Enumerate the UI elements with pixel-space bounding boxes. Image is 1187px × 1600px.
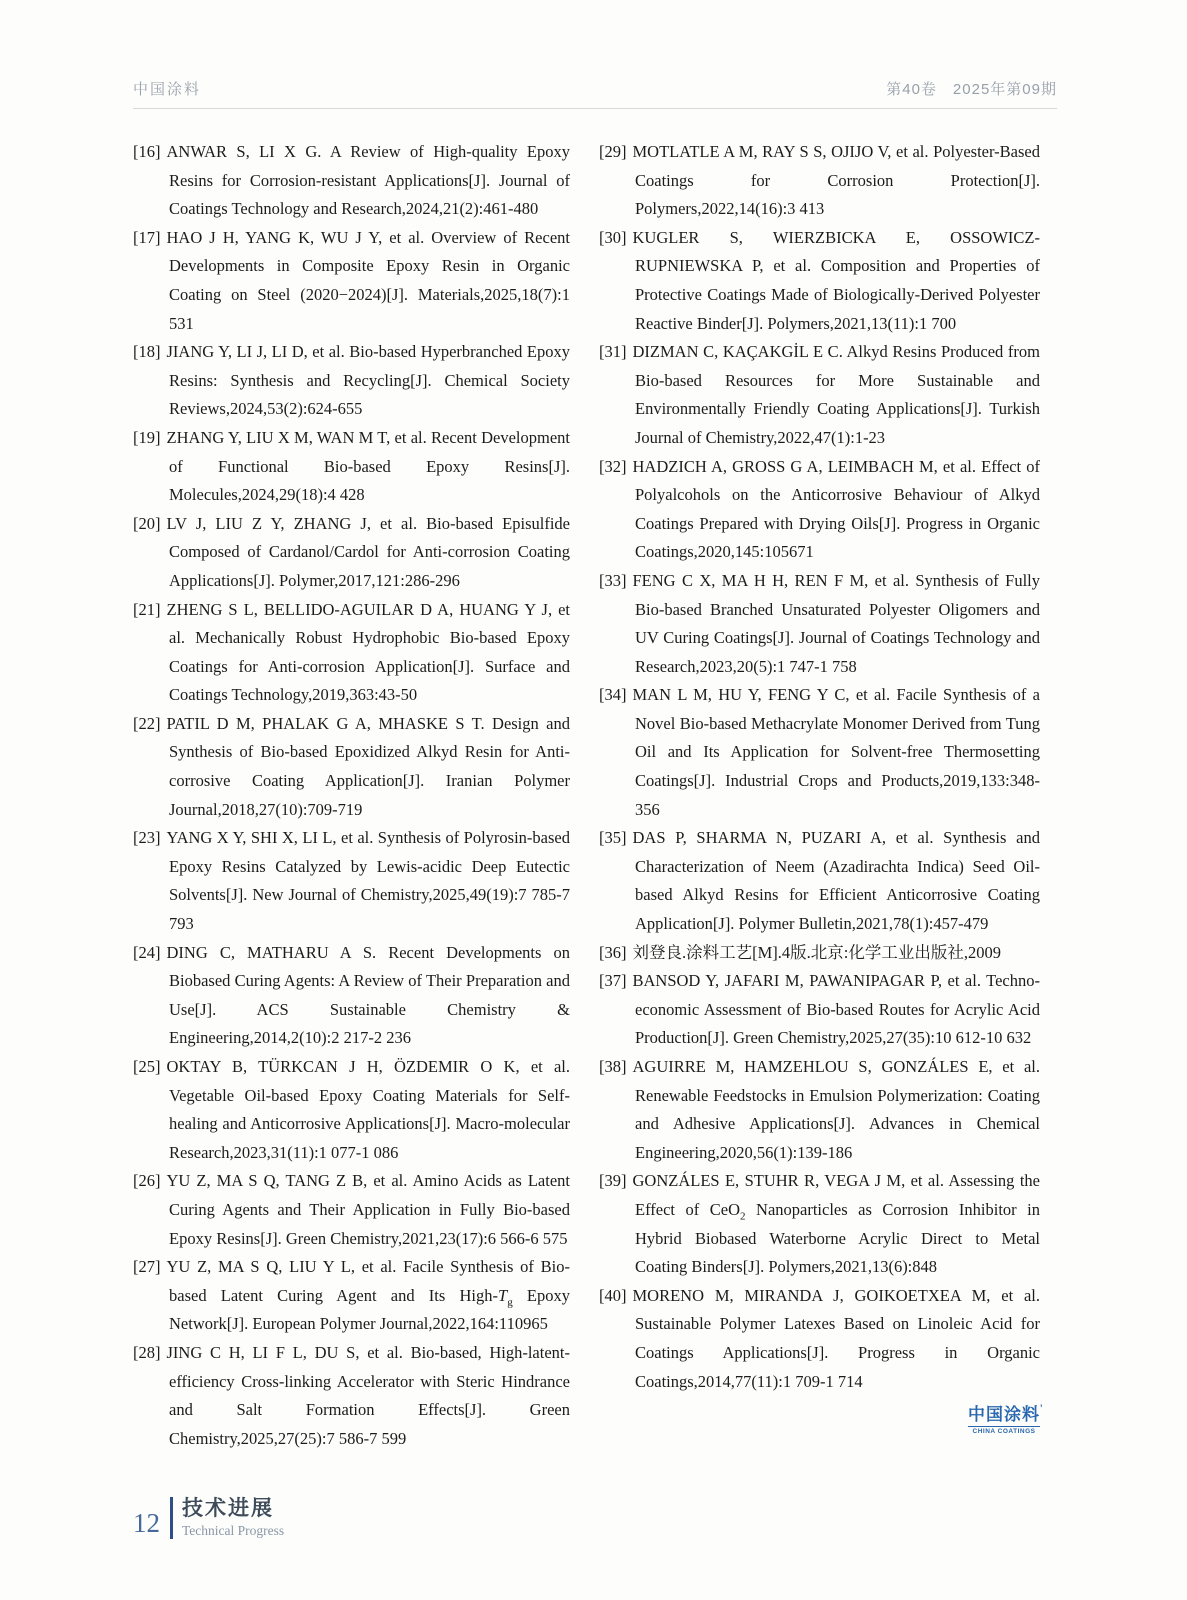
reference-text: YU Z, MA S Q, LIU Y L, et al. Facile Synthesis of Bio-based Latent Curing Agent and Its High-$T_g$ Epoxy Network[J]. European Polymer Journal,2022,164:110965: [166, 1257, 570, 1334]
issue-info: 第40卷 2025年第09期: [886, 81, 1057, 98]
reference-number: [24]: [133, 942, 161, 962]
reference-number: [28]: [133, 1342, 161, 1362]
reference-entry: [133, 510, 570, 596]
reference-text: PATIL D M, PHALAK G A, MHASKE S T. Design and Synthesis of Bio-based Epoxidized Alkyd Resin for Anti-corrosive Coating Application[J]. Iranian Polymer Journal,2018,27(10):709-719: [166, 713, 570, 819]
reference-entry: [599, 939, 1040, 968]
reference-text: YU Z, MA S Q, TANG Z B, et al. Amino Acids as Latent Curing Agents and Their Application in Fully Bio-based Epoxy Resins[J]. Green Chemistry,2021,23(17):6 566-6 575: [166, 1171, 570, 1248]
reference-number: [17]: [133, 227, 161, 247]
reference-number: [18]: [133, 342, 161, 362]
reference-entry: [133, 939, 570, 1053]
reference-number: [37]: [599, 971, 627, 991]
reference-number: [38]: [599, 1057, 627, 1076]
reference-entry: [599, 567, 1040, 681]
reference-number: [34]: [599, 685, 627, 705]
reference-number: [36]: [599, 942, 627, 962]
reference-number: [23]: [133, 828, 161, 848]
references-section: [133, 138, 1040, 1453]
reference-number: [39]: [599, 1171, 627, 1191]
reference-text: JING C H, LI F L, DU S, et al. Bio-based, High-latent-efficiency Cross-linking Accelerator with Steric Hindrance and Salt Formation Effects[J]. Green Chemistry,2025,27(25):7 586-7 599: [166, 1342, 570, 1448]
reference-number: [30]: [599, 227, 627, 247]
reference-entry: [133, 824, 570, 938]
reference-number: [20]: [133, 513, 161, 533]
reference-entry: [133, 424, 570, 510]
reference-entry: [599, 967, 1040, 1053]
journal-name-header: 中国涂料: [133, 81, 202, 98]
reference-entry: [133, 1053, 570, 1167]
reference-text: YANG X Y, SHI X, LI L, et al. Synthesis of Polyrosin-based Epoxy Resins Catalyzed by Lewis-acidic Deep Eutectic Solvents[J]. New Journal of Chemistry,2025,49(19):7 785-7 793: [166, 828, 570, 934]
reference-text: ZHENG S L, BELLIDO-AGUILAR D A, HUANG Y J, et al. Mechanically Robust Hydrophobic Bio-based Epoxy Coatings for Anti-corrosion Application[J]. Surface and Coatings Technology,2019,363:43-50: [166, 599, 570, 705]
page-header: [133, 78, 1057, 109]
reference-text: JIANG Y, LI J, LI D, et al. Bio-based Hyperbranched Epoxy Resins: Synthesis and Recycling[J]. Chemical Society Reviews,2024,53(2):624-655: [166, 342, 570, 419]
reference-text: MOTLATLE A M, RAY S S, OJIJO V, et al. Polyester-Based Coatings for Corrosion Protection[J]. Polymers,2022,14(16):3 413: [632, 142, 1040, 219]
reference-entry: [133, 138, 570, 224]
reference-number: [27]: [133, 1257, 161, 1277]
reference-number: [16]: [133, 142, 161, 161]
reference-entry: [133, 1167, 570, 1253]
reference-number: [40]: [599, 1285, 627, 1305]
reference-entry: [599, 1167, 1040, 1281]
reference-entry: [133, 596, 570, 710]
reference-text: MORENO M, MIRANDA J, GOIKOETXEA M, et al. Sustainable Polymer Latexes Based on Linoleic Acid for Coatings Applications[J]. Progress in Organic Coatings,2014,77(11):1 709-1 714: [632, 1285, 1040, 1391]
reference-entry: [133, 338, 570, 424]
reference-text: DIZMAN C, KAÇAKGİL E C. Alkyd Resins Produced from Bio-based Resources for More Sustainable and Environmentally Friendly Coating Applications[J]. Turkish Journal of Chemistry,2022,47(1):1-23: [632, 342, 1040, 447]
reference-number: [31]: [599, 342, 627, 362]
reference-number: [25]: [133, 1057, 161, 1076]
journal-logo-cn: 中国涂料 ’: [968, 1406, 1040, 1423]
reference-text: LV J, LIU Z Y, ZHANG J, et al. Bio-based Episulfide Composed of Cardanol/Cardol for Anti-corrosion Coating Applications[J]. Polymer,2017,121:286-296: [166, 513, 570, 590]
reference-text: MAN L M, HU Y, FENG Y C, et al. Facile Synthesis of a Novel Bio-based Methacrylate Monomer Derived from Tung Oil and Its Application for Solvent-free Thermosetting Coatings[J]. Industrial Crops and Products,2019,133:348-356: [632, 685, 1040, 819]
reference-entry: [133, 224, 570, 338]
references-column-left: [133, 138, 570, 1453]
reference-entry: [599, 338, 1040, 452]
reference-text: HAO J H, YANG K, WU J Y, et al. Overview of Recent Developments in Composite Epoxy Resin in Organic Coating on Steel (2020−2024)[J]. Materials,2025,18(7):1 531: [166, 227, 570, 333]
reference-number: [19]: [133, 427, 161, 447]
page-number: 12: [133, 1508, 160, 1539]
reference-text: DING C, MATHARU A S. Recent Developments on Biobased Curing Agents: A Review of Their Preparation and Use[J]. ACS Sustainable Chemistry & Engineering,2014,2(10):2 217-2 236: [166, 942, 570, 1048]
reference-number: [26]: [133, 1171, 161, 1191]
reference-number: [32]: [599, 456, 627, 476]
reference-entry: [599, 681, 1040, 824]
reference-entry: [133, 710, 570, 824]
journal-logo-en: CHINA COATINGS: [968, 1426, 1040, 1436]
reference-text: FENG C X, MA H H, REN F M, et al. Synthesis of Fully Bio-based Branched Unsaturated Polyester Oligomers and UV Curing Coatings[J]. Journal of Coatings Technology and Research,2023,20(5):1 747-1 758: [632, 570, 1040, 676]
reference-number: [22]: [133, 713, 161, 733]
references-column-right: [599, 138, 1040, 1453]
page-footer: [133, 1497, 284, 1539]
section-title-cn: 技术进展: [182, 1497, 274, 1520]
reference-entry: [599, 824, 1040, 938]
reference-text: ZHANG Y, LIU X M, WAN M T, et al. Recent Development of Functional Bio-based Epoxy Resins[J]. Molecules,2024,29(18):4 428: [166, 427, 570, 505]
section-title-en: Technical Progress: [182, 1523, 285, 1539]
reference-text: OKTAY B, TÜRKCAN J H, ÖZDEMIR O K, et al. Vegetable Oil-based Epoxy Coating Materials for Self-healing and Anticorrosive Applications[J]. Macro-molecular Research,2023,31(11):1 077-1 086: [166, 1057, 570, 1162]
journal-logo: [968, 1406, 1040, 1436]
reference-entry: [599, 138, 1040, 224]
reference-text: ANWAR S, LI X G. A Review of High-quality Epoxy Resins for Corrosion-resistant Applications[J]. Journal of Coatings Technology and Research,2024,21(2):461-480: [166, 142, 570, 219]
reference-number: [29]: [599, 142, 627, 161]
reference-text: AGUIRRE M, HAMZEHLOU S, GONZÁLES E, et al. Renewable Feedstocks in Emulsion Polymerization: Coating and Adhesive Applications[J]. Advances in Chemical Engineering,2020,56(1):139-186: [632, 1057, 1040, 1162]
reference-text: DAS P, SHARMA N, PUZARI A, et al. Synthesis and Characterization of Neem (Azadirachta Indica) Seed Oil-based Alkyd Resins for Efficient Anticorrosive Coating Application[J]. Polymer Bulletin,2021,78(1):457-479: [632, 828, 1040, 934]
reference-entry: [133, 1253, 570, 1339]
reference-entry: [599, 224, 1040, 338]
reference-text: GONZÁLES E, STUHR R, VEGA J M, et al. Assessing the Effect of CeO$_2$ Nanoparticles as Corrosion Inhibitor in Hybrid Biobased Waterborne Acrylic Direct to Metal Coating Binders[J]. Polymers,2021,13(6):848: [632, 1171, 1040, 1277]
reference-entry: [599, 1053, 1040, 1167]
reference-number: [35]: [599, 828, 627, 848]
reference-text: KUGLER S, WIERZBICKA E, OSSOWICZ-RUPNIEWSKA P, et al. Composition and Properties of Protective Coatings Made of Biologically-Derived Polyester Reactive Binder[J]. Polymers,2021,13(11):1 700: [632, 227, 1040, 333]
reference-entry: [133, 1339, 570, 1453]
reference-number: [33]: [599, 570, 627, 590]
reference-text: HADZICH A, GROSS G A, LEIMBACH M, et al. Effect of Polyalcohols on the Anticorrosive Behaviour of Alkyd Coatings Prepared with Drying Oils[J]. Progress in Organic Coatings,2020,145:105671: [632, 456, 1040, 562]
reference-entry: [599, 453, 1040, 567]
reference-number: [21]: [133, 599, 161, 619]
reference-text: 刘登良.涂料工艺[M].4版.北京:化学工业出版社,2009: [632, 942, 1001, 962]
section-label: [182, 1497, 284, 1539]
footer-divider: [170, 1497, 173, 1539]
reference-entry: [599, 1282, 1040, 1396]
reference-text: BANSOD Y, JAFARI M, PAWANIPAGAR P, et al. Techno-economic Assessment of Bio-based Routes for Acrylic Acid Production[J]. Green Chemistry,2025,27(35):10 612-10 632: [632, 971, 1040, 1048]
